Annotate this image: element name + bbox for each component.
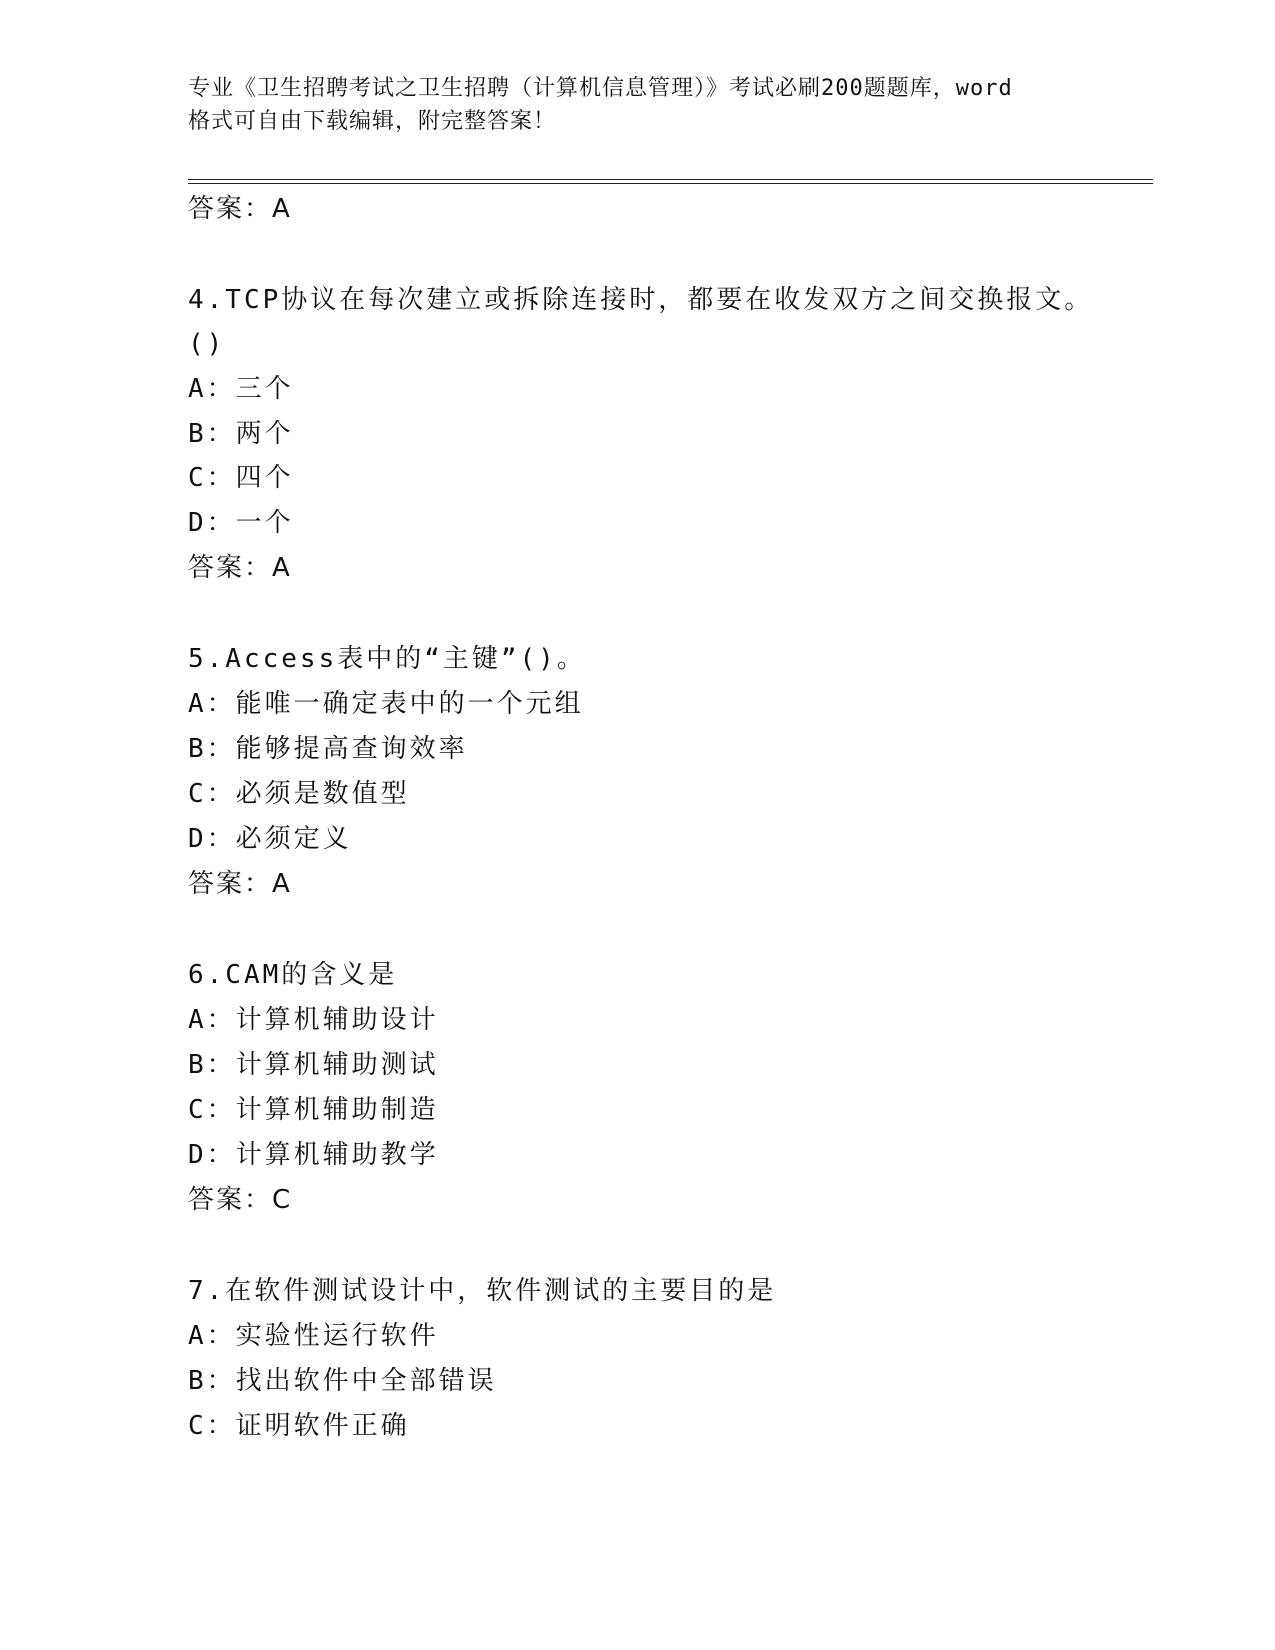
question-6-stem: 6.CAM的含义是 bbox=[188, 960, 398, 990]
question-4-stem-continued: () bbox=[188, 329, 226, 359]
header-divider-top bbox=[188, 179, 1153, 180]
header-title-line-2: 格式可自由下载编辑，附完整答案！ bbox=[188, 109, 557, 134]
question-5-answer: 答案：A bbox=[188, 869, 292, 899]
question-6-option-a: A：计算机辅助设计 bbox=[188, 1005, 439, 1035]
question-7-option-a: A：实验性运行软件 bbox=[188, 1321, 439, 1351]
question-6-option-c: C：计算机辅助制造 bbox=[188, 1095, 439, 1125]
question-7-stem: 7.在软件测试设计中，软件测试的主要目的是 bbox=[188, 1276, 777, 1306]
question-6-option-b: B：计算机辅助测试 bbox=[188, 1050, 439, 1080]
header-title-line-1: 专业《卫生招聘考试之卫生招聘（计算机信息管理）》考试必刷200题题库，word bbox=[188, 76, 1013, 101]
question-5-option-a: A：能唯一确定表中的一个元组 bbox=[188, 689, 584, 719]
question-4-option-a: A：三个 bbox=[188, 374, 294, 404]
question-4-stem: 4.TCP协议在每次建立或拆除连接时，都要在收发双方之间交换报文。 bbox=[188, 285, 1094, 315]
question-4-option-c: C：四个 bbox=[188, 463, 294, 493]
question-7-option-b: B：找出软件中全部错误 bbox=[188, 1366, 497, 1396]
question-5-option-d: D：必须定义 bbox=[188, 824, 352, 854]
question-7-option-c: C：证明软件正确 bbox=[188, 1411, 410, 1441]
question-5-option-b: B：能够提高查询效率 bbox=[188, 734, 468, 764]
header-divider-bottom bbox=[188, 183, 1153, 184]
question-6-answer: 答案：C bbox=[188, 1185, 293, 1215]
question-6-option-d: D：计算机辅助教学 bbox=[188, 1140, 439, 1170]
question-5-option-c: C：必须是数值型 bbox=[188, 779, 410, 809]
question-4-option-b: B：两个 bbox=[188, 419, 294, 449]
question-4-answer: 答案：A bbox=[188, 553, 292, 583]
question-5-stem: 5.Access表中的“主键”()。 bbox=[188, 644, 586, 674]
document-header bbox=[188, 72, 1088, 138]
question-4-option-d: D：一个 bbox=[188, 508, 294, 538]
answer-previous: 答案：A bbox=[188, 194, 292, 224]
